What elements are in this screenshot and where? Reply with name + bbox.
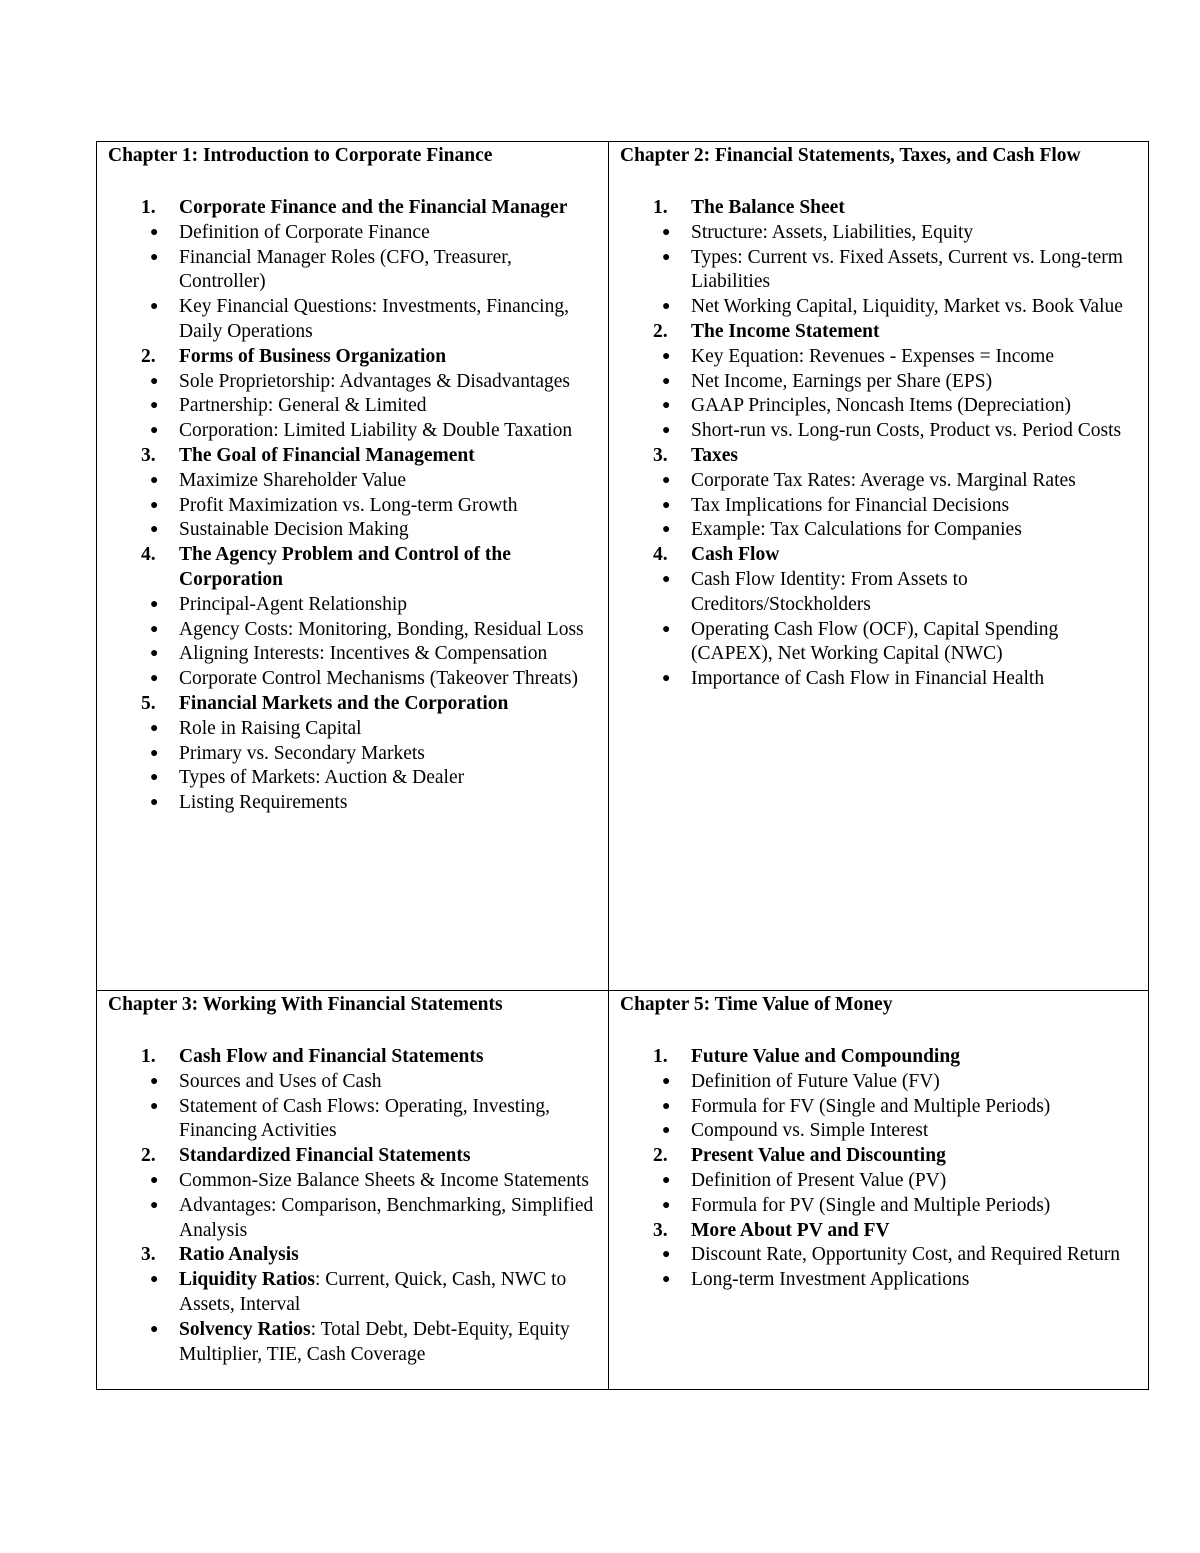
section-heading bbox=[108, 345, 598, 370]
item-text: Role in Raising Capital bbox=[179, 717, 362, 739]
item-text: Advantages: Comparison, Benchmarking, Simplified Analysis bbox=[179, 1194, 594, 1241]
item-text: Definition of Corporate Finance bbox=[179, 221, 430, 243]
item-text: Statement of Cash Flows: Operating, Investing, Financing Activities bbox=[179, 1095, 550, 1142]
item-text: Sources and Uses of Cash bbox=[179, 1070, 382, 1092]
item-text: Definition of Present Value (PV) bbox=[691, 1169, 947, 1191]
item-text: Profit Maximization vs. Long-term Growth bbox=[179, 494, 518, 516]
list-item bbox=[108, 618, 598, 643]
list-item bbox=[620, 494, 1138, 519]
list-number: 2. bbox=[653, 320, 668, 342]
bullet-icon: ● bbox=[150, 497, 159, 513]
item-text: Cash Flow bbox=[691, 544, 780, 566]
bullet-icon: ● bbox=[662, 1197, 671, 1213]
item-text: Aligning Interests: Incentives & Compensation bbox=[179, 643, 548, 665]
bullet-icon: ● bbox=[150, 398, 159, 414]
item-text: Net Income, Earnings per Share (EPS) bbox=[691, 370, 993, 392]
list-item bbox=[108, 1070, 598, 1095]
bullet-icon: ● bbox=[150, 299, 159, 315]
item-text: More About PV and FV bbox=[691, 1219, 890, 1241]
section-heading bbox=[620, 320, 1138, 345]
bullet-icon: ● bbox=[662, 423, 671, 439]
bullet-icon: ● bbox=[150, 249, 159, 265]
list-item bbox=[108, 469, 598, 494]
bullet-icon: ● bbox=[150, 646, 159, 662]
section-heading bbox=[108, 543, 598, 593]
item-text: Corporate Finance and the Financial Manager bbox=[179, 197, 568, 218]
list-item bbox=[620, 518, 1138, 543]
list-item bbox=[108, 791, 598, 816]
bullet-icon: ● bbox=[150, 1197, 159, 1213]
item-text: Discount Rate, Opportunity Cost, and Required Return bbox=[691, 1244, 1120, 1266]
list-item bbox=[108, 642, 598, 667]
cell-chapter-5 bbox=[609, 991, 1149, 1390]
bullet-icon: ● bbox=[662, 1073, 671, 1089]
list-item bbox=[108, 766, 598, 791]
list-item bbox=[108, 419, 598, 444]
item-text: Forms of Business Organization bbox=[179, 345, 447, 367]
table-row bbox=[97, 142, 1149, 991]
bullet-icon: ● bbox=[150, 596, 159, 612]
bullet-icon: ● bbox=[662, 348, 671, 364]
item-text: Structure: Assets, Liabilities, Equity bbox=[691, 221, 974, 243]
topic-list bbox=[620, 1045, 1138, 1293]
list-number: 3. bbox=[141, 444, 156, 466]
bullet-icon: ● bbox=[662, 621, 671, 637]
list-number: 1. bbox=[653, 197, 668, 218]
bullet-icon: ● bbox=[662, 373, 671, 389]
section-heading bbox=[620, 444, 1138, 469]
bullet-icon: ● bbox=[150, 1073, 159, 1089]
bullet-icon: ● bbox=[150, 770, 159, 786]
bullet-icon: ● bbox=[662, 398, 671, 414]
cell-chapter-3 bbox=[97, 991, 609, 1390]
list-item bbox=[108, 494, 598, 519]
item-text: Sole Proprietorship: Advantages & Disadvantages bbox=[179, 370, 571, 392]
bullet-icon: ● bbox=[150, 224, 159, 240]
item-text: Listing Requirements bbox=[179, 792, 348, 814]
list-item bbox=[620, 469, 1138, 494]
topic-list bbox=[108, 196, 598, 816]
item-text: Standardized Financial Statements bbox=[179, 1145, 471, 1167]
list-number: 4. bbox=[653, 544, 668, 566]
list-item bbox=[620, 394, 1138, 419]
bullet-icon: ● bbox=[150, 1272, 159, 1288]
item-text: Types of Markets: Auction & Dealer bbox=[179, 767, 465, 789]
section-heading bbox=[108, 196, 598, 221]
bullet-icon: ● bbox=[150, 720, 159, 736]
item-text: Definition of Future Value (FV) bbox=[691, 1070, 940, 1092]
list-number: 3. bbox=[653, 444, 668, 466]
bullet-icon: ● bbox=[150, 795, 159, 811]
list-item bbox=[108, 1095, 598, 1145]
item-text: Principal-Agent Relationship bbox=[179, 593, 408, 615]
item-text: The Goal of Financial Management bbox=[179, 444, 475, 466]
list-item bbox=[620, 1194, 1138, 1219]
item-text: Corporate Control Mechanisms (Takeover Threats) bbox=[179, 668, 578, 690]
item-text: Present Value and Discounting bbox=[691, 1145, 946, 1167]
item-text: Corporation: Limited Liability & Double Taxation bbox=[179, 420, 573, 442]
item-text: : Current, Quick, Cash, NWC to Assets, Interval bbox=[179, 1269, 567, 1315]
list-item bbox=[620, 246, 1138, 296]
list-item bbox=[108, 593, 598, 618]
item-text: Cash Flow and Financial Statements bbox=[179, 1046, 484, 1067]
bullet-icon: ● bbox=[150, 522, 159, 538]
bullet-icon: ● bbox=[662, 1172, 671, 1188]
list-item bbox=[108, 717, 598, 742]
bullet-icon: ● bbox=[150, 1172, 159, 1188]
item-text: Operating Cash Flow (OCF), Capital Spending (CAPEX), Net Working Capital (NWC) bbox=[691, 618, 1059, 665]
item-text: The Agency Problem and Control of the Corporation bbox=[179, 544, 511, 590]
list-item bbox=[620, 1095, 1138, 1120]
item-text: The Income Statement bbox=[691, 320, 880, 342]
table-row bbox=[97, 991, 1149, 1390]
list-number: 3. bbox=[653, 1219, 668, 1241]
list-item bbox=[620, 1268, 1138, 1293]
item-text: Corporate Tax Rates: Average vs. Marginal Rates bbox=[691, 469, 1076, 491]
item-text: Maximize Shareholder Value bbox=[179, 469, 407, 491]
bullet-icon: ● bbox=[662, 249, 671, 265]
bullet-icon: ● bbox=[150, 621, 159, 637]
list-item bbox=[620, 1243, 1138, 1268]
section-heading bbox=[108, 1243, 598, 1268]
item-text: Short-run vs. Long-run Costs, Product vs. Period Costs bbox=[691, 420, 1122, 442]
list-item bbox=[620, 345, 1138, 370]
item-text: Partnership: General & Limited bbox=[179, 395, 427, 417]
item-text: : Total Debt, Debt-Equity, Equity Multiplier, TIE, Cash Coverage bbox=[179, 1318, 570, 1365]
bullet-icon: ● bbox=[662, 497, 671, 513]
item-text: Sustainable Decision Making bbox=[179, 519, 409, 541]
item-text: Financial Markets and the Corporation bbox=[179, 692, 509, 714]
item-text: Taxes bbox=[691, 444, 738, 466]
item-text: GAAP Principles, Noncash Items (Depreciation) bbox=[691, 395, 1071, 417]
list-item bbox=[108, 295, 598, 345]
chapter-outline-table bbox=[96, 141, 1149, 1390]
section-heading bbox=[108, 444, 598, 469]
topic-list bbox=[620, 196, 1138, 692]
item-text: Formula for PV (Single and Multiple Periods) bbox=[691, 1194, 1051, 1216]
list-item bbox=[620, 370, 1138, 395]
item-text: Financial Manager Roles (CFO, Treasurer, Controller) bbox=[179, 246, 512, 293]
list-item bbox=[108, 518, 598, 543]
bullet-icon: ● bbox=[150, 373, 159, 389]
chapter-title: Chapter 2: Financial Statements, Taxes, and Cash Flow bbox=[620, 145, 1081, 166]
item-text: Importance of Cash Flow in Financial Health bbox=[691, 668, 1045, 690]
list-number: 3. bbox=[141, 1244, 156, 1266]
list-number: 1. bbox=[141, 197, 156, 218]
list-item bbox=[108, 1169, 598, 1194]
bullet-icon: ● bbox=[150, 423, 159, 439]
item-text: Key Financial Questions: Investments, Financing, Daily Operations bbox=[179, 296, 569, 342]
bullet-icon: ● bbox=[662, 1123, 671, 1139]
list-item bbox=[108, 394, 598, 419]
item-text: Formula for FV (Single and Multiple Periods) bbox=[691, 1095, 1051, 1117]
list-item bbox=[620, 667, 1138, 692]
list-item bbox=[620, 221, 1138, 246]
list-item bbox=[108, 742, 598, 767]
list-number: 2. bbox=[141, 345, 156, 367]
list-item bbox=[620, 568, 1138, 618]
section-heading bbox=[620, 543, 1138, 568]
bullet-icon: ● bbox=[150, 472, 159, 488]
bullet-icon: ● bbox=[150, 671, 159, 687]
list-item bbox=[620, 1070, 1138, 1095]
list-number: 4. bbox=[141, 544, 156, 566]
item-text: Primary vs. Secondary Markets bbox=[179, 742, 425, 764]
bullet-icon: ● bbox=[662, 671, 671, 687]
chapter-title: Chapter 3: Working With Financial Statements bbox=[108, 994, 503, 1015]
bullet-icon: ● bbox=[150, 1098, 159, 1114]
bullet-icon: ● bbox=[662, 571, 671, 587]
item-text: Key Equation: Revenues - Expenses = Income bbox=[691, 345, 1054, 367]
chapter-title: Chapter 5: Time Value of Money bbox=[620, 994, 893, 1015]
list-item bbox=[108, 1268, 598, 1318]
item-text: Long-term Investment Applications bbox=[691, 1269, 970, 1291]
item-text: Tax Implications for Financial Decisions bbox=[691, 494, 1010, 516]
item-text: Net Working Capital, Liquidity, Market vs. Book Value bbox=[691, 296, 1123, 318]
item-text: Common-Size Balance Sheets & Income Statements bbox=[179, 1169, 589, 1191]
cell-chapter-2 bbox=[609, 142, 1149, 991]
list-item bbox=[620, 295, 1138, 320]
chapter-title: Chapter 1: Introduction to Corporate Finance bbox=[108, 145, 493, 166]
bullet-icon: ● bbox=[662, 299, 671, 315]
section-heading bbox=[620, 196, 1138, 221]
list-number: 5. bbox=[141, 692, 156, 714]
bullet-icon: ● bbox=[662, 1098, 671, 1114]
item-text: Compound vs. Simple Interest bbox=[691, 1120, 929, 1142]
bullet-icon: ● bbox=[662, 224, 671, 240]
bullet-icon: ● bbox=[662, 522, 671, 538]
item-text: Example: Tax Calculations for Companies bbox=[691, 519, 1022, 541]
list-item bbox=[620, 419, 1138, 444]
list-item bbox=[620, 1169, 1138, 1194]
list-item bbox=[108, 667, 598, 692]
bullet-icon: ● bbox=[150, 745, 159, 761]
list-item bbox=[108, 370, 598, 395]
bold-term: Liquidity Ratios bbox=[179, 1269, 315, 1291]
list-number: 1. bbox=[653, 1046, 668, 1067]
section-heading bbox=[108, 692, 598, 717]
section-heading bbox=[620, 1045, 1138, 1070]
item-text: Types: Current vs. Fixed Assets, Current vs. Long-term Liabilities bbox=[691, 246, 1123, 293]
list-number: 1. bbox=[141, 1046, 156, 1067]
list-number: 2. bbox=[141, 1145, 156, 1167]
item-text: The Balance Sheet bbox=[691, 197, 845, 218]
list-item bbox=[108, 1194, 598, 1244]
bullet-icon: ● bbox=[662, 1272, 671, 1288]
section-heading bbox=[620, 1219, 1138, 1244]
section-heading bbox=[108, 1045, 598, 1070]
item-text: Ratio Analysis bbox=[179, 1244, 299, 1266]
topic-list bbox=[108, 1045, 598, 1367]
bullet-icon: ● bbox=[662, 472, 671, 488]
bold-term: Solvency Ratios bbox=[179, 1318, 311, 1340]
list-item bbox=[108, 246, 598, 296]
bullet-icon: ● bbox=[150, 1321, 159, 1337]
list-number: 2. bbox=[653, 1145, 668, 1167]
item-text: Cash Flow Identity: From Assets to Creditors/Stockholders bbox=[691, 568, 968, 615]
item-text: Agency Costs: Monitoring, Bonding, Residual Loss bbox=[179, 618, 584, 640]
bullet-icon: ● bbox=[662, 1247, 671, 1263]
list-item bbox=[108, 1318, 598, 1368]
list-item bbox=[620, 1119, 1138, 1144]
list-item bbox=[620, 618, 1138, 668]
cell-chapter-1 bbox=[97, 142, 609, 991]
list-item bbox=[108, 221, 598, 246]
section-heading bbox=[620, 1144, 1138, 1169]
section-heading bbox=[108, 1144, 598, 1169]
item-text: Future Value and Compounding bbox=[691, 1046, 960, 1067]
